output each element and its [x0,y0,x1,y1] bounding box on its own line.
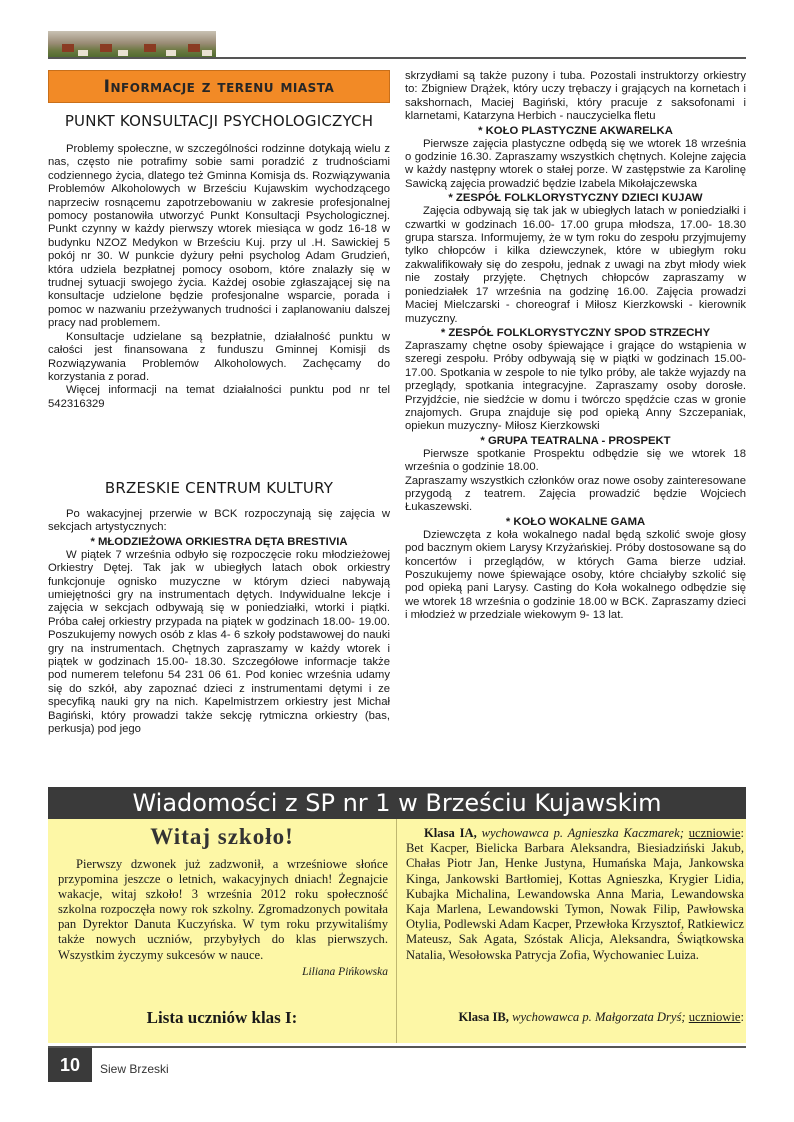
paragraph: Pierwsze spotkanie Prospektu odbędzie się we wtorek 18 września o godzinie 18.00. [405,447,746,474]
right-column [405,70,746,623]
class-ib-block [406,1010,744,1025]
subheading-theatre: * GRUPA TEATRALNA - PROSPEKT [480,434,671,447]
class-ia-students: : Bet Kacper, Bielicka Barbara Aleksandra, Biesiadziński Jakub, Chałas Piotr Jan, Henke Justyna, Humańska Maja, Jankowska Kinga, Jankowski Bartłomiej, Kottas Agnieszka, Krygier Lidia, Kubajka Michalina, Lewandowska Anna Maria, Lewandowska Kaja Marlena, Lewandowski Tymon, Nowak Filip, Pawłowska Otylia, Podlewski Adam Kacper, Przewłoka Krzysztof, Ratkiewicz Mateusz, Sak Agata, Szóstak Alicja, Aleksandra, Świątkowska Natalia, Wesołowska Patrycja Zofia, Wychowaniec Luiza. [406,826,744,962]
school-news-banner: Wiadomości z SP nr 1 w Brześciu Kujawskim [48,787,746,819]
paragraph: Więcej informacji na temat działalności punktu pod nr tel 542316329 [48,384,390,410]
subheading-orchestra: * MŁODZIEŻOWA ORKIESTRA DĘTA BRESTIVIA [90,535,348,548]
class-ia-students-label: uczniowie [688,826,741,840]
subheading-art-club: * KOŁO PLASTYCZNE AKWARELKA [478,124,673,137]
paragraph: W piątek 7 września odbyło się rozpoczęcie roku młodzieżowej Orkiestry Dętej. Tak jak w ubiegłych latach obok orkiestry funkcjonuje ognisko muzyczne w którym dzieci nabywają umiejętności gry na instrumentach dętych. Indywidualne lekcje i zajęcia w sekcjach odbywają się w poniedziałki, wtorki i piątki. Próba całej orkiestry przypada na piątek w godzinach 18.00- 19.00. Poszukujemy nowych osób z klas 4- 6 szkoły podstawowej do nauki gry na instrumentach. Chętnych zapraszamy w każdy wtorek i piątek w godzinach 15.00- 18.30. Szczegółowe informacje także pod numerem telefonu 54 231 06 61. Pod koniec września udamy się do szkół, aby zapoznać dzieci z instrumentami dętymi i ze specyfiką nauki gry na nich. Kapelmistrzem orkiestry jest Michał Bagiński, który prowadzi także sekcję rytmiczna orkiestry (bas, perkusja) pod jego [48,548,390,736]
author: Liliana Pińkowska [302,965,388,978]
paragraph: Zajęcia odbywają się tak jak w ubiegłych latach w poniedziałki i czwartki w godzinach 16.00- 17.00 grupa młodsza, 17.00- 18.30 grupa starsza. Informujemy, że w tym roku do zespołu przyjmujemy tylko chłopców i kilka dziewczynek, które w ubiegłym roku zakwalifikowały się do zespołu, jednak z uwagi na zbyt młody wiek nie zostały przyjęte. Chętnych chłopców zapraszamy w poniedziałek 17 września na godzinę 16.00. Zajęcia prowadzi Maciej Mielczarski - choreograf i Miłosz Kierzkowski - kierownik muzyczny. [405,205,746,325]
paragraph: Zapraszamy chętne osoby śpiewające i grające do wstąpienia w szeregi zespołu. Próby odbywają się w piątki w godzinach 15.00-17.00. Spotkania w zespole to nie tylko próby, ale także wyjazdy na przeglądy, spotkania integracyjne. Zapraszamy osoby dorosłe. Przyjdźcie, nie siedźcie w domu i twórczo spędźcie czas w gronie znajomych. Grupa znajduje się pod opieką Anny Szczepaniak, opiekun muzyczny- Miłosz Kierzkowski [405,339,746,433]
paragraph: Zapraszamy wszystkich członków oraz nowe osoby zainteresowane przygodą z teatrem. Zajęcia prowadzić będzie Wojciech Łukaszewski. [405,474,746,514]
paragraph: Dziewczęta z koła wokalnego nadal będą szkolić swoje głosy pod bacznym okiem Larysy Krzyżańskiej. Próby dostosowane są do koncertów i przeglądów, w których Gama bierze udział. Poszukujemy nowe śpiewające osoby, które chciałyby szkolić się pod opieką pani Larysy. Casting do Koła wokalnego odbędzie się we wtorek 18 września o godzinie 18.00 w BCK. Zapraszamy dzieci i młodzież w przedziale wiekowym 9- 13 lat. [405,528,746,622]
greeting-block [58,857,388,980]
paragraph: Konsultacje udzielane są bezpłatnie, działalność punktu w całości jest finansowana z funduszu Gminnej Komisji ds Rozwiązywania Problemów Alkoholowych. Zachęcamy do korzystania z porad. [48,330,390,383]
student-list-title: Lista uczniów klas I: [146,1008,298,1027]
paragraph: skrzydłami są także puzony i tuba. Pozostali instruktorzy orkiestry to: Zbigniew Drążek, który uczy trębaczy i grających na kornetach i sakshornach, Maciej Bagiński, który pracuje z saksofonami i klarnetami, Katarzyna Herbich - nauczycielka fletu [405,70,746,123]
class-ia-teacher: wychowawca p. Agnieszka Kaczmarek; [481,826,684,840]
class-ib-colon: : [740,1010,744,1024]
title-psychological-point: PUNKT KONSULTACJI PSYCHOLOGICZYCH [64,112,374,130]
greeting-text: Pierwszy dzwonek już zadzwonił, a wrześniowe słońce przypomina jeszcze o letnich, wakacyjnych dniach! Żegnajcie wakacje, witaj szkoło! 3 września 2012 roku społeczność szkolna rozpoczęła nowy rok szkolny. Zgromadzonych powitała pan Dyrektor Danuta Kuczyńska. W tym roku przywitaliśmy także nowych uczniów, przybyłych do klas pierwszych. Wszystkim życzymy sukcesów w nauce. [58,857,388,962]
class-ib-label: Klasa IB, [458,1010,509,1024]
paragraph: Po wakacyjnej przerwie w BCK rozpoczynają się zajęcia w sekcjach artystycznych: [48,508,390,534]
header-photo [48,31,216,58]
footer-rule [48,1046,746,1048]
paragraph: Problemy społeczne, w szczególności rodzinne dotykają wielu z nas, często nie potrafimy sobie sami poradzić z trudnościami codziennego życia, dlatego też Gminna Komisja ds. Rozwiązywania Problemów Alkoholowych w Brześciu Kujawskim wychodzącego naprzeciw rosnącemu zapotrzebowaniu w zakresie profesjonalnej pomocy postanowiła utworzyć Punkt Konsultacji Psychologicznej. Punkt czynny w każdy pierwszy wtorek miesiąca w godz 16-18 w budynku NZOZ Medykon w Brześciu Kuj. przy ul .H. Sawickiej 5 pokój nr 30. W punkcie dyżury pełni psycholog Adam Grudzień, która udziela bezpłatnej pomocy osobom, które znalazły się w trudnej sytuacji swojego życia. Każdej osobie zgłaszającej się na konsultacje udzielone będzie profesjonalne wsparcie, porada i pomoc w nazwaniu przeżywanych trudności i zaplanowaniu dalszej pracy nad problemem. [48,143,390,330]
left-column-bck [48,508,390,737]
paragraph: Pierwsze zajęcia plastyczne odbędą się we wtorek 18 września o godzinie 16.30. Zapraszamy wszystkich chętnych. Kolejne zajęcia w każdy następny wtorek o stałej porze. W zastępstwie za Karolinę Sawicką zajęcia prowadzić będzie Izabela Mikołajczewska [405,137,746,190]
class-ib-teacher: wychowawca p. Małgorzata Dryś; [512,1010,686,1024]
page-number: 10 [48,1048,92,1082]
greeting-heading: Witaj szkoło! [150,824,294,849]
class-ia-block [406,826,744,963]
magazine-name: Siew Brzeski [100,1062,169,1076]
class-ia-label: Klasa IA, [424,826,477,840]
header-rule [48,57,746,59]
section-label: Informacje z terenu miasta [48,70,390,103]
subheading-folk-kids: * ZESPÓŁ FOLKLORYSTYCZNY DZIECI KUJAW [448,192,703,205]
panel-divider [396,819,397,1043]
title-culture-center: BRZESKIE CENTRUM KULTURY [104,479,334,497]
subheading-folk-strzecha: * ZESPÓŁ FOLKLORYSTYCZNY SPOD STRZECHY [440,326,711,339]
class-ib-students-label: uczniowie [688,1010,741,1024]
subheading-gama: * KOŁO WOKALNE GAMA [505,515,646,528]
left-column [48,143,390,411]
